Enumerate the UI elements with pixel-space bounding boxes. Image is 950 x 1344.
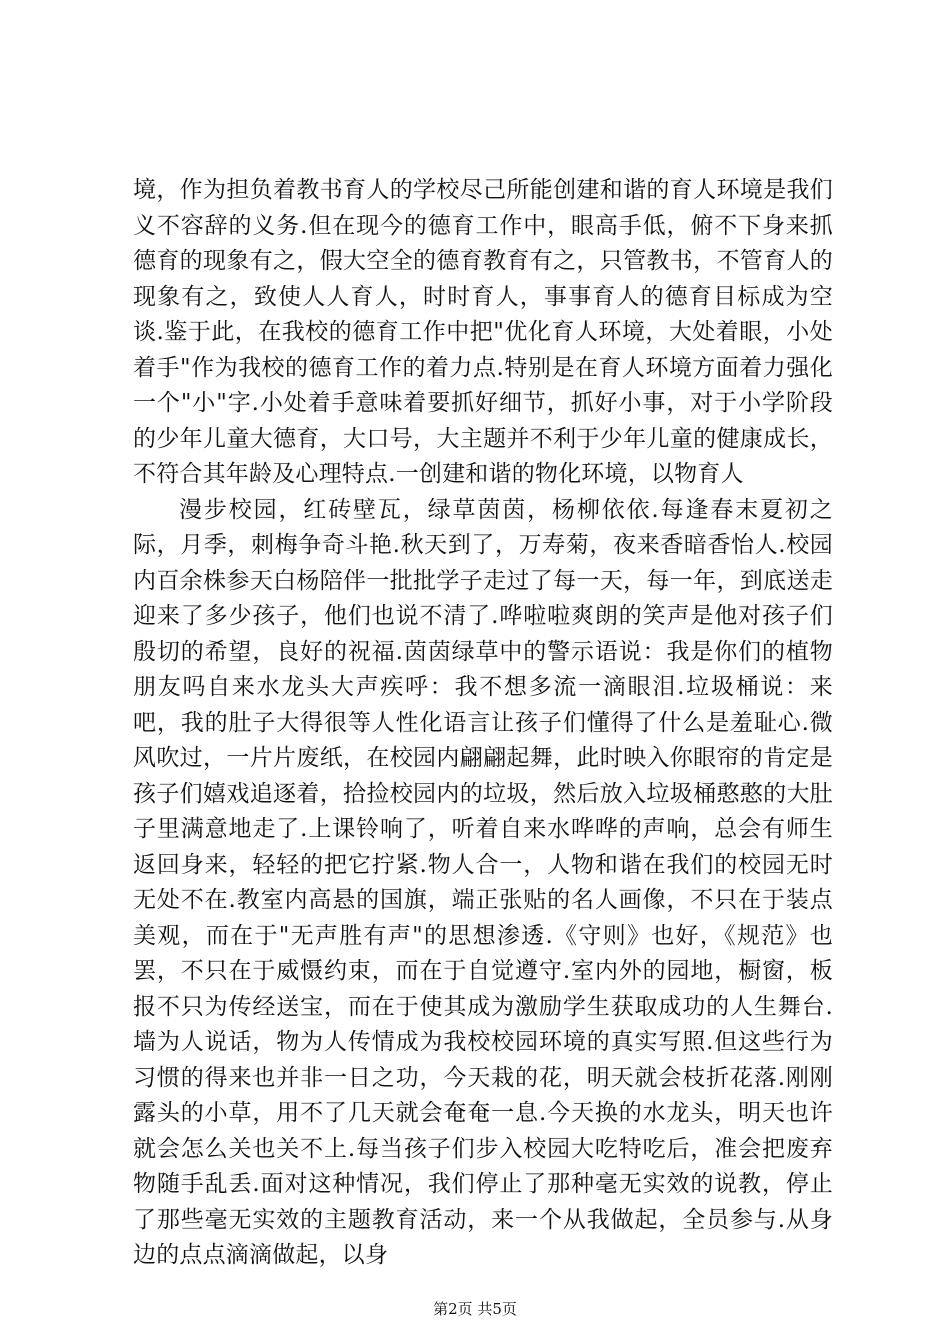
paragraph-1: 境，作为担负着教书育人的学校尽己所能创建和谐的育人环境是我们义不容辞的义务.但在现今的德育工作中，眼高手低，俯不下身来抓德育的现象有之，假大空全的德育教育有之，只管教书，不管育人的现象有之，致使人人育人，时时育人，事事育人的德育目标成为空谈.鉴于此，在我校的德育工作中把"优化育人环境，大处着眼，小处着手"作为我校的德育工作的着力点.特别是在育人环境方面着力强化一个"小"字.小处着手意味着要抓好细节，抓好小事，对于小学阶段的少年儿童大德育，大口号，大主题并不利于少年儿童的健康成长，不符合其年龄及心理特点.一创建和谐的物化环境，以物育人 <box>133 177 833 487</box>
paragraph-2: 漫步校园，红砖壁瓦，绿草茵茵，杨柳依依.每逢春末夏初之际，月季，刺梅争奇斗艳.秋天到了，万寿菊，夜来香暗香怡人.校园内百余株参天白杨陪伴一批批学子走过了每一天，每一年，到底送走迎来了多少孩子，他们也说不清了.哗啦啦爽朗的笑声是他对孩子们殷切的希望，良好的祝福.茵茵绿草中的警示语说：我是你们的植物朋友吗自来水龙头大声疾呼：我不想多流一滴眼泪.垃圾桶说：来吧，我的肚子大得很等人性化语言让孩子们懂得了什么是羞耻心.微风吹过，一片片废纸，在校园内翩翩起舞，此时映入你眼帘的肯定是孩子们嬉戏追逐着，拾捡校园内的垃圾，然后放入垃圾桶憨憨的大肚子里满意地走了.上课铃响了，听着自来水哗哗的声响，总会有师生返回身来，轻轻的把它拧紧.物人合一，人物和谐在我们的校园无时无处不在.教室内高悬的国旗，端正张贴的名人画像，不只在于装点美观，而在于"无声胜有声"的思想渗透.《守则》也好，《规范》也罢，不只在于威慑约束，而在于自觉遵守.室内外的园地，橱窗，板报不只为传经送宝，而在于使其成为激励学生获取成功的人生舞台.墙为人说话，物为人传情成为我校校园环境的真实写照.但这些行为习惯的得来也并非一日之功，今天栽的花，明天就会枝折花落.刚刚露头的小草，用不了几天就会奄奄一息.今天换的水龙头，明天也许就会怎么关也关不上.每当孩子们步入校园大吃特吃后，准会把废弃物随手乱丢.面对这种情况，我们停止了那种毫无实效的说教，停止了那些毫无实效的主题教育活动，来一个从我做起，全员参与.从身边的点点滴滴做起，以身 <box>133 496 833 1268</box>
body-text <box>133 173 833 1274</box>
page-footer: 第2页 共5页 <box>433 1300 517 1318</box>
